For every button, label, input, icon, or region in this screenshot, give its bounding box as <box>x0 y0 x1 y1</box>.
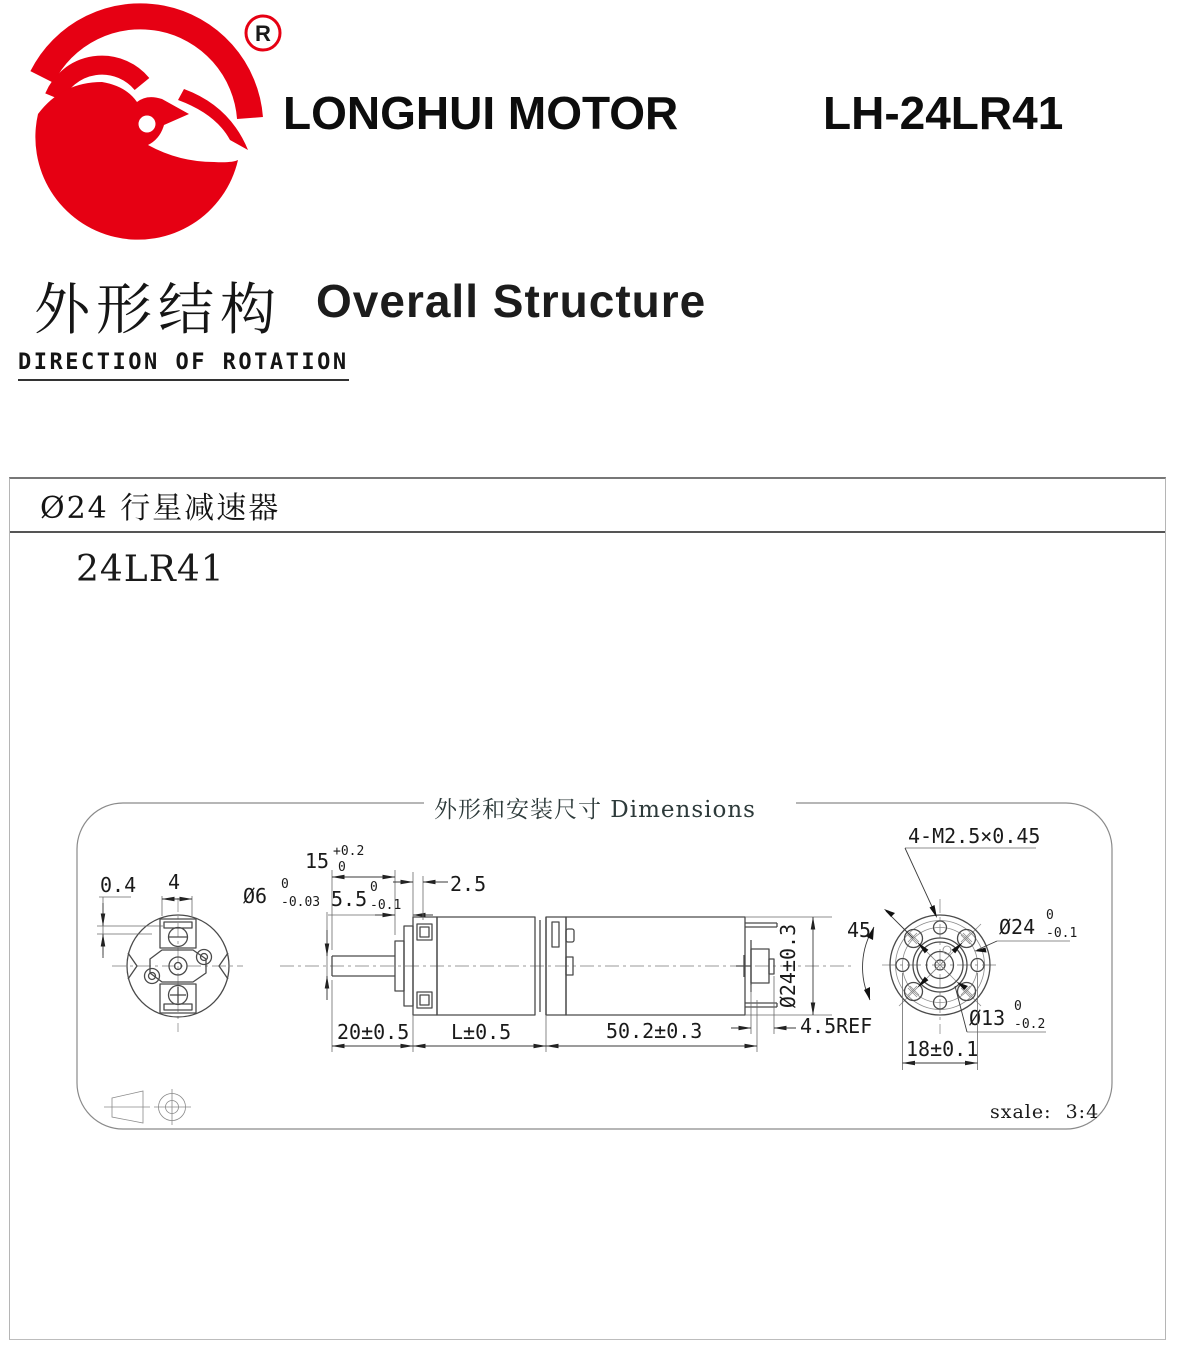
drawing-title: 外形和安装尺寸 Dimensions <box>434 797 756 823</box>
dim-15-main: 15 <box>305 849 330 873</box>
dim-L: L±0.5 <box>451 1020 512 1044</box>
dim-dia24-side: Ø24±0.3 <box>776 923 800 1009</box>
dimension-drawing <box>0 755 1165 1160</box>
section-title-en: Overall Structure <box>316 275 707 327</box>
dim-dia13-sup: 0 <box>1014 999 1022 1014</box>
dim-18: 18±0.1 <box>906 1037 979 1061</box>
dim-dia13-sub: -0.2 <box>1014 1017 1046 1032</box>
direction-of-rotation-label: DIRECTION OF ROTATION <box>18 350 349 381</box>
dim-0-4: 0.4 <box>100 873 137 897</box>
dim-2-5: 2.5 <box>450 872 487 896</box>
sheet-header <box>10 479 1165 533</box>
dim-15-sup: +0.2 <box>333 844 365 859</box>
registered-trademark-letter: R <box>255 21 271 46</box>
dim-15-sub: 0 <box>338 860 346 875</box>
brand-name: LONGHUI MOTOR <box>283 87 679 139</box>
dim-dia24-main: Ø24 <box>999 915 1036 939</box>
company-logo <box>14 2 294 248</box>
dim-5-5-sup: 0 <box>370 880 378 895</box>
projection-symbol-icon <box>104 1089 191 1125</box>
dim-20: 20±0.5 <box>337 1020 410 1044</box>
dim-4: 4 <box>168 870 181 894</box>
dim-dia6-main: Ø6 <box>243 884 268 908</box>
dim-45: 45 <box>847 918 872 942</box>
dim-dia24-sub: -0.1 <box>1046 926 1078 941</box>
dim-5-5-sub: -0.1 <box>370 898 402 913</box>
dim-dia6-sub: -0.03 <box>281 895 321 910</box>
side-view-dimensions <box>243 844 872 1052</box>
rear-end-view <box>112 898 243 1032</box>
dim-dia24-sup: 0 <box>1046 908 1054 923</box>
model-number: LH-24LR41 <box>823 87 1064 139</box>
dim-dia13-main: Ø13 <box>969 1006 1006 1030</box>
sheet-model-text: 24LR41 <box>76 549 225 590</box>
sheet-header-text: Ø24 行星减速器 <box>40 491 281 526</box>
section-title-zh: 外形结构 <box>34 278 282 343</box>
logo-bird-eye <box>139 116 156 133</box>
dim-50-2: 50.2±0.3 <box>606 1019 703 1043</box>
scale-label: sxale: 3:4 <box>990 1101 1100 1123</box>
dim-m2-5: 4-M2.5×0.45 <box>908 824 1041 848</box>
rear-view-dimensions <box>97 870 192 958</box>
dim-dia6-sup: 0 <box>281 877 289 892</box>
side-view <box>280 917 852 1015</box>
dim-5-5-main: 5.5 <box>331 887 368 911</box>
dim-4-5ref: 4.5REF <box>800 1014 873 1038</box>
